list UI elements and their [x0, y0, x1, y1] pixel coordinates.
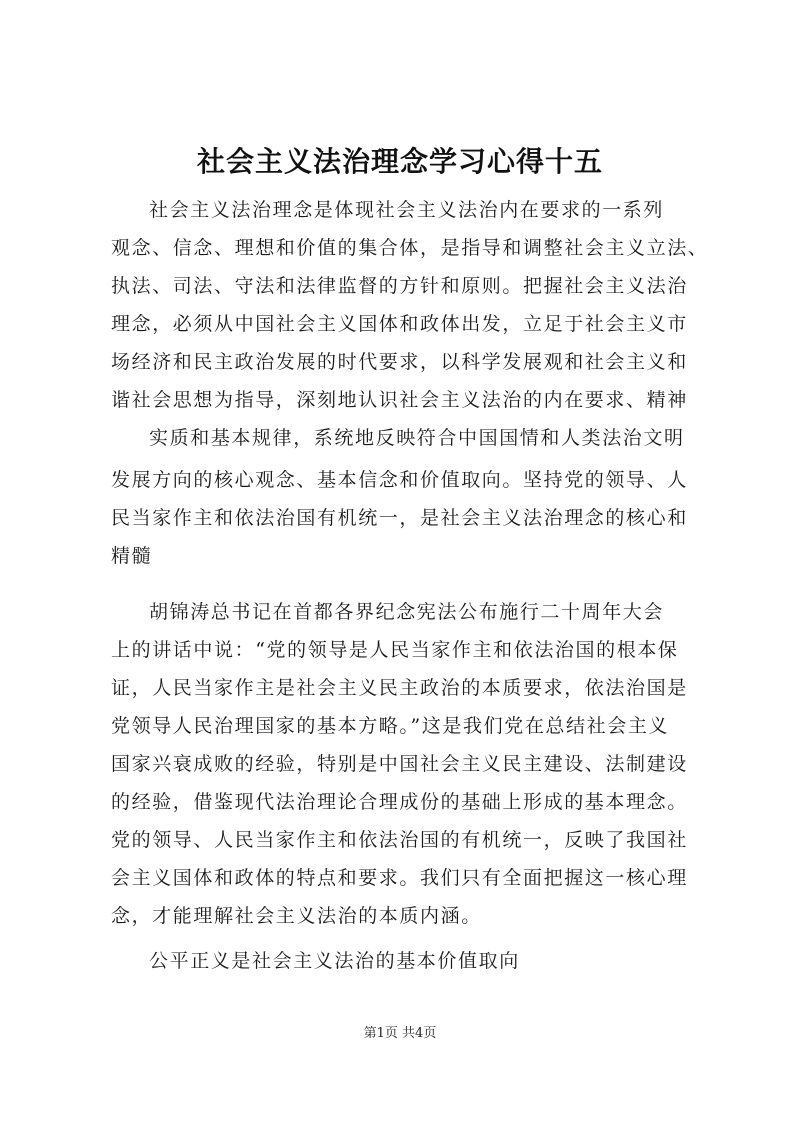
text-line: 党的领导、人民当家作主和依法治国的有机统一，反映了我国社	[111, 829, 688, 851]
text-line: 谐社会思想为指导，深刻地认识社会主义法治的内在要求、精神	[111, 389, 688, 411]
text-line: 场经济和民主政治发展的时代要求，以科学发展观和社会主义和	[111, 351, 688, 373]
text-line: 党领导人民治理国家的基本方略。”这是我们党在总结社会主义	[111, 715, 670, 737]
page-number-footer: 第1页 共4页	[363, 1026, 437, 1041]
text-line: 会主义国体和政体的特点和要求。我们只有全面把握这一核心理	[111, 867, 688, 889]
text-line: 念，才能理解社会主义法治的本质内涵。	[111, 905, 482, 927]
section-heading: 公平正义是社会主义法治的基本价值取向	[149, 950, 520, 972]
text-line: 发展方向的核心观念、基本信念和价值取向。坚持党的领导、人	[111, 469, 688, 491]
text-line: 社会主义法治理念是体现社会主义法治内在要求的一系列	[149, 199, 665, 221]
text-line: 胡锦涛总书记在首都各界纪念宪法公布施行二十周年大会	[149, 601, 665, 623]
text-line: 执法、司法、守法和法律监督的方针和原则。把握社会主义法治	[111, 275, 688, 297]
document-title: 社会主义法治理念学习心得十五	[196, 145, 603, 178]
text-line: 观念、信念、理想和价值的集合体，是指导和调整社会主义立法、	[111, 237, 709, 259]
text-line: 证，人民当家作主是社会主义民主政治的本质要求，依法治国是	[111, 677, 688, 699]
text-line: 实质和基本规律，系统地反映符合中国国情和人类法治文明	[149, 427, 685, 449]
text-line: 精髓	[111, 545, 153, 567]
text-line: 民当家作主和依法治国有机统一，是社会主义法治理念的核心和	[111, 507, 688, 529]
text-line: 的经验，借鉴现代法治理论合理成份的基础上形成的基本理念。	[111, 791, 688, 813]
text-line: 理念，必须从中国社会主义国体和政体出发，立足于社会主义市	[111, 313, 688, 335]
text-line: 国家兴衰成败的经验，特别是中国社会主义民主建设、法制建设	[111, 753, 688, 775]
text-line: 上的讲话中说：“党的领导是人民当家作主和依法治国的根本保	[111, 639, 679, 661]
